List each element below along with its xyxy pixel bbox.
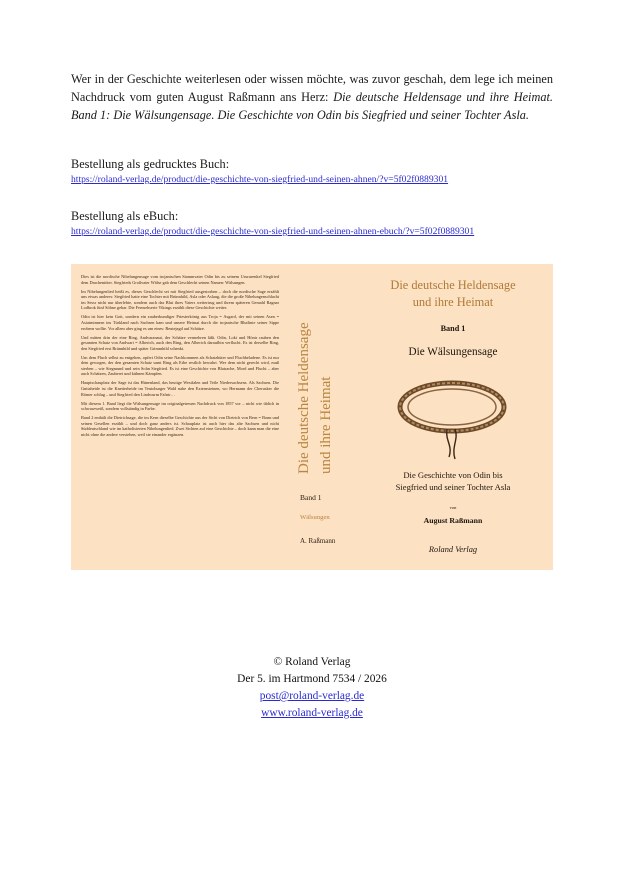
back-paragraph: Dies ist die nordische Nibelungensage vom trojanischen Stammvater Odin bis zu seinem Urururenkel Siegfried dem Drachentöter. Siegfrieds Großvater Wälse gab dem Geschlecht seinen Namen: Wälsungen.	[81, 274, 279, 285]
front-desc-line1: Die Geschichte von Odin bis	[403, 470, 503, 480]
back-paragraph: Und mitten drin der eine Ring, Andvaranaut, der Schätze vermehren läßt. Odin, Loki und Hönir rauben den gesamten Schatz von Andwari = Alberich, auch den Ring, den Alberich daraufhin verflucht. Es ist derselbe Ring, den Siegfried erst Brünnhild und später Grimmhild schenkt.	[81, 334, 279, 351]
order-print-link[interactable]: https://roland-verlag.de/product/die-geschichte-von-siegfried-und-seinen-ahnen/?v=5f02f0889301	[71, 174, 449, 185]
front-title	[365, 277, 541, 311]
order-ebook-section	[71, 208, 474, 240]
back-paragraph: Odin ist hier kein Gott, sondern ein zauberkundiger Priesterkönig aus Troja = Asgard, der mit seinen Asen = Asiatminnern ins Türkland nach Sachsen kam und unsere Heimat durch die trojanische Blutlinie seiner Sippe erobern wollte. Vor allem aber ging es um eines: Beutejagd auf Schätze.	[81, 314, 279, 331]
front-von: von	[449, 505, 457, 510]
order-print-section	[71, 156, 448, 188]
cover-back-text	[81, 274, 279, 441]
back-paragraph: Im Nibelungenlied heißt es, dieses Geschlecht sei mit Siegfried ausgestorben – doch die nordische Sage erzählt uns etwas anderes: Siegfried hatte eine Tochter mit Brünnhild, Asla oder Aslaug, die die große Nibelungenschlacht im Sessr nicht nur überlebte, sondern auch das Blut ihres Vaters weitertrug und ihrem späteren Gemahl Ragnar Lodbrok fünf Söhne gebar. Die Fernsehserie Vikings erzählt diese Geschichte weiter.	[81, 288, 279, 311]
intro-text: Wer in der Geschichte weiterlesen oder wissen möchte, was zuvor geschah, dem lege ich meinen Nachdruck vom guten August Raßmann ans Herz:	[71, 72, 553, 104]
front-author: August Raßmann	[423, 516, 483, 525]
order-print-label: Bestellung als gedrucktes Buch:	[71, 157, 230, 171]
back-paragraph: Band 2 enthält die Dietrichsage, die im Kern dieselbe Geschichte aus der Sicht von Dietrich von Bern = Bonn und seinen Gesellen erzählt – und doch ganz anders ist. Schauplatz ist auch hier das alte Sachsen und nicht Süddeutschland wie im katholisierten Nibelungenlied. Zwei Sichten auf eine Geschichte – doch kann man die eine nicht ohne die andere verstehen, weil sie einander ergänzen.	[81, 415, 279, 437]
spine-band: Band 1	[300, 493, 322, 502]
book-cover-image	[71, 264, 553, 570]
spine-title-line2: und ihre Heimat	[318, 376, 334, 474]
torque-ring-illustration	[387, 371, 517, 467]
front-band: Band 1	[440, 324, 466, 333]
back-paragraph: Mit diesem 1. Band liegt die Wälsungensage im originalgetreuen Nachdruck von 1857 vor – nicht wie üblich in schwarzweiß, sondern vollständig in Farbe.	[81, 400, 279, 412]
spine-author: A. Raßmann	[300, 537, 336, 545]
back-paragraph: Um dem Fluch selbst zu entgehen, opfert Odin seine Nachkommen als Schatzhüter und Fluchbeladene. Es ist nur dem gewogen, der den gesamten Schatz samt Ring als Erbe restlich bewahrt. Wer dem nicht gerecht wird, muß sterben – wie Siegmund und sein Sohn Siegfried. Es ist eine Geschichte von Blutrache, Mord und Flucht – aber auch Schätzen, Zauberei und kühnen Kämpfen.	[81, 354, 279, 377]
spine-title	[284, 286, 346, 476]
date-line: Der 5. im Hartmond 7534 / 2026	[237, 673, 387, 685]
front-publisher: Roland Verlag	[428, 545, 478, 554]
book-title-reference: Die deutsche Heldensage und ihre Heimat. Band 1: Die Wälsungensage. Die Geschichte von Odin bis Siegfried und seiner Tochter Asla.	[71, 90, 553, 122]
spine-subtitle: Wälsungen	[300, 514, 330, 521]
website-link[interactable]: www.roland-verlag.de	[261, 707, 363, 719]
back-paragraph: Hauptschauplatz der Sage ist das Hünenland, das heutige Westfalen und Teile Niedersachsens. Als Sachsen. Die Gnitaheide ist die Knetterheide im Teutoburger Wald nahe den Externsteinen, wo Hermann der Cherusker die Römer schlug – und Siegfried den Lindwurm Fafnir…	[81, 380, 279, 397]
front-description	[365, 470, 541, 493]
spine-title-line1: Die deutsche Heldensage	[296, 322, 312, 474]
front-title-line2: und ihre Heimat	[412, 295, 494, 309]
intro-paragraph	[71, 70, 553, 124]
footer-block	[0, 654, 624, 722]
front-subtitle: Die Wälsungensage	[408, 346, 498, 358]
order-ebook-label: Bestellung als eBuch:	[71, 209, 179, 223]
copyright-line: © Roland Verlag	[273, 656, 351, 668]
front-title-line1: Die deutsche Heldensage	[390, 278, 516, 292]
front-desc-line2: Siegfried und seiner Tochter Asla	[395, 481, 511, 492]
order-ebook-link[interactable]: https://roland-verlag.de/product/die-geschichte-von-siegfried-und-seinen-ahnen-ebuch/?v=5f02f0889301	[71, 226, 475, 237]
email-link[interactable]: post@roland-verlag.de	[259, 690, 365, 702]
